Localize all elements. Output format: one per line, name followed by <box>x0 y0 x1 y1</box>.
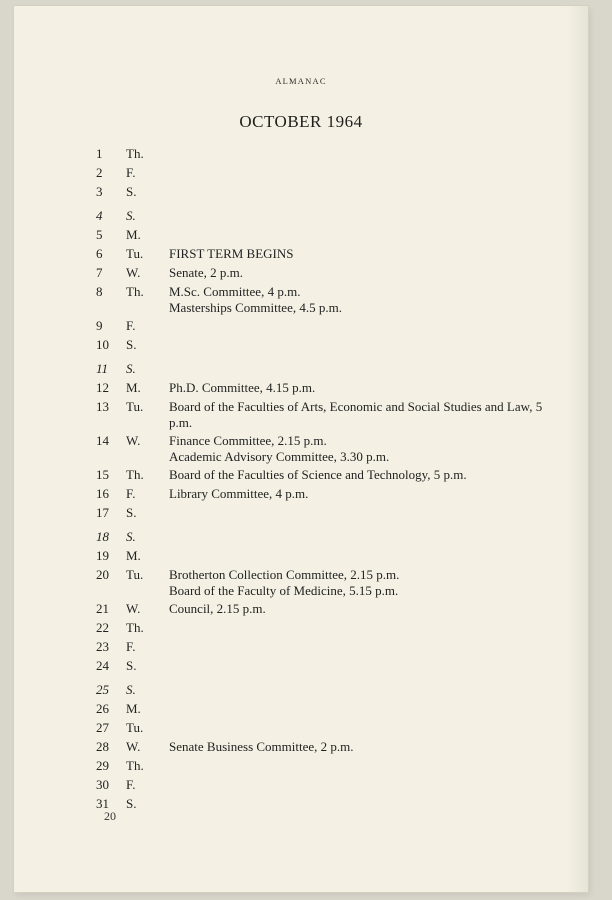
weekday-abbrev: S. <box>126 505 137 520</box>
event-list <box>169 246 544 262</box>
event-text: Board of the Faculties of Science and Technology, 5 p.m. <box>169 467 467 482</box>
document-page <box>14 6 588 892</box>
event-text: Academic Advisory Committee, 3.30 p.m. <box>169 449 390 464</box>
day-number: 23 <box>96 639 109 654</box>
event-text: Council, 2.15 p.m. <box>169 601 266 616</box>
weekday-abbrev: M. <box>126 701 141 716</box>
day-number: 14 <box>96 433 109 448</box>
event-text: Finance Committee, 2.15 p.m. <box>169 433 327 448</box>
weekday-abbrev: S. <box>126 184 137 199</box>
day-number: 17 <box>96 505 109 520</box>
weekday-abbrev: M. <box>126 380 141 395</box>
event-list <box>169 265 544 281</box>
day-number: 29 <box>96 758 109 773</box>
day-number: 22 <box>96 620 109 635</box>
event-list <box>169 284 544 316</box>
event-text: Library Committee, 4 p.m. <box>169 486 309 501</box>
day-number: 16 <box>96 486 109 501</box>
weekday-abbrev: M. <box>126 548 141 563</box>
weekday-abbrev: Tu. <box>126 246 144 261</box>
weekday-abbrev: W. <box>126 433 141 448</box>
weekday-abbrev: F. <box>126 486 136 501</box>
event-text: FIRST TERM BEGINS <box>169 246 294 261</box>
day-number: 15 <box>96 467 109 482</box>
running-head: ALMANAC <box>275 76 327 86</box>
weekday-abbrev: Tu. <box>126 720 144 735</box>
weekday-abbrev: W. <box>126 739 141 754</box>
event-list <box>169 433 544 465</box>
event-text: Senate Business Committee, 2 p.m. <box>169 739 354 754</box>
event-list <box>169 380 544 396</box>
day-number: 11 <box>96 361 109 376</box>
day-number: 18 <box>96 529 109 544</box>
weekday-abbrev: Th. <box>126 284 144 299</box>
weekday-abbrev: Th. <box>126 620 144 635</box>
weekday-abbrev: Th. <box>126 467 144 482</box>
day-number: 3 <box>96 184 103 199</box>
weekday-abbrev: W. <box>126 601 141 616</box>
day-number: 24 <box>96 658 109 673</box>
page-number: 20 <box>104 809 116 823</box>
day-number: 7 <box>96 265 103 280</box>
day-number: 9 <box>96 318 103 333</box>
day-number: 12 <box>96 380 109 395</box>
event-list <box>169 486 544 502</box>
day-number: 19 <box>96 548 109 563</box>
event-list <box>169 601 544 617</box>
weekday-abbrev: S. <box>126 337 137 352</box>
event-list <box>169 467 544 483</box>
weekday-abbrev: M. <box>126 227 141 242</box>
event-text: Brotherton Collection Committee, 2.15 p.m. <box>169 567 400 582</box>
weekday-abbrev: S. <box>126 796 137 811</box>
day-number: 28 <box>96 739 109 754</box>
event-text: Masterships Committee, 4.5 p.m. <box>169 300 342 315</box>
event-text: M.Sc. Committee, 4 p.m. <box>169 284 301 299</box>
weekday-abbrev: F. <box>126 165 136 180</box>
day-number: 26 <box>96 701 109 716</box>
event-text: Board of the Faculty of Medicine, 5.15 p.m. <box>169 583 399 598</box>
weekday-abbrev: Th. <box>126 758 144 773</box>
event-text: Ph.D. Committee, 4.15 p.m. <box>169 380 316 395</box>
almanac-entries <box>14 6 588 892</box>
day-number: 21 <box>96 601 109 616</box>
day-number: 2 <box>96 165 103 180</box>
weekday-abbrev: W. <box>126 265 141 280</box>
day-number: 8 <box>96 284 103 299</box>
day-number: 13 <box>96 399 109 414</box>
event-list <box>169 399 544 431</box>
weekday-abbrev: Th. <box>126 146 144 161</box>
day-number: 6 <box>96 246 103 261</box>
weekday-abbrev: Tu. <box>126 399 144 414</box>
event-text: Board of the Faculties of Arts, Economic and Social Studies and Law, 5 p.m. <box>169 399 543 430</box>
event-list <box>169 567 544 599</box>
day-number: 10 <box>96 337 109 352</box>
month-title: OCTOBER 1964 <box>239 112 363 131</box>
weekday-abbrev: S. <box>126 658 137 673</box>
weekday-abbrev: S. <box>126 361 136 376</box>
weekday-abbrev: S. <box>126 208 136 223</box>
day-number: 31 <box>96 796 109 811</box>
weekday-abbrev: Tu. <box>126 567 144 582</box>
weekday-abbrev: S. <box>126 682 136 697</box>
weekday-abbrev: F. <box>126 639 136 654</box>
weekday-abbrev: F. <box>126 318 136 333</box>
day-number: 30 <box>96 777 109 792</box>
event-list <box>169 739 544 755</box>
weekday-abbrev: F. <box>126 777 136 792</box>
day-number: 5 <box>96 227 103 242</box>
day-number: 1 <box>96 146 103 161</box>
day-number: 4 <box>96 208 103 223</box>
day-number: 25 <box>96 682 109 697</box>
day-number: 20 <box>96 567 109 582</box>
weekday-abbrev: S. <box>126 529 136 544</box>
day-number: 27 <box>96 720 109 735</box>
event-text: Senate, 2 p.m. <box>169 265 244 280</box>
